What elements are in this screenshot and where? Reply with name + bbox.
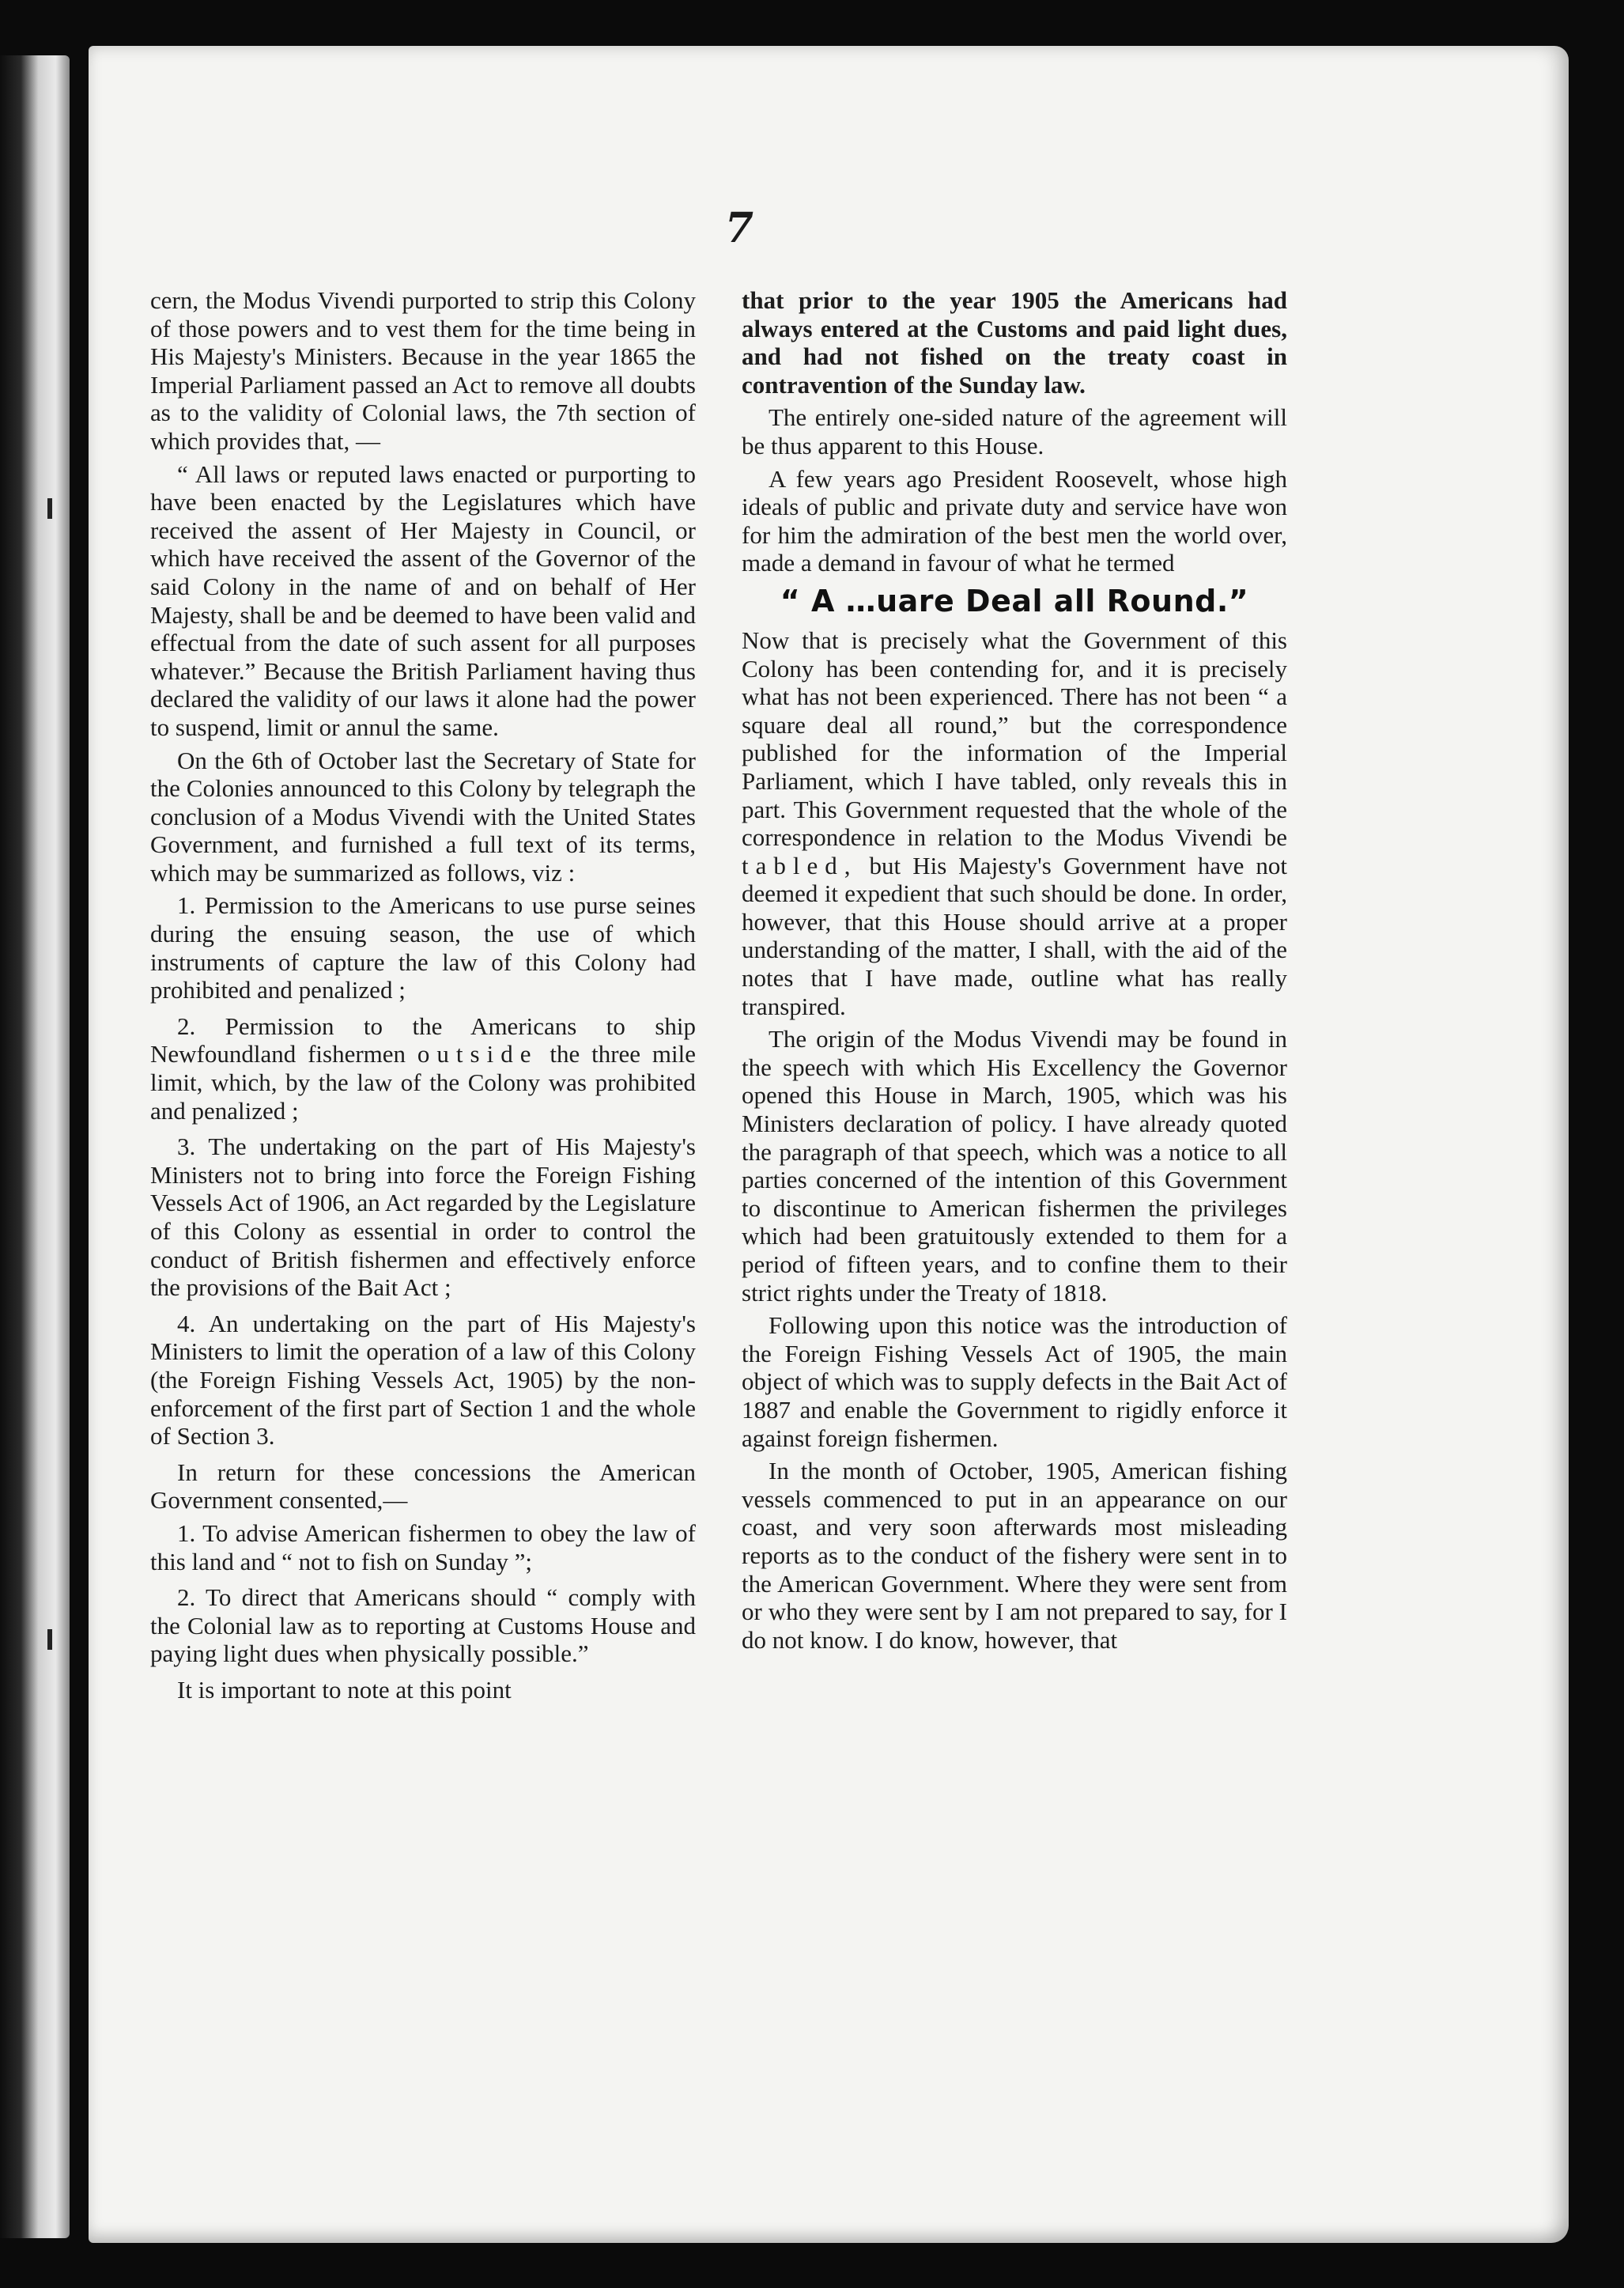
page-number: 7 — [724, 204, 754, 252]
paragraph-text: but His Majesty's Government have not deemed it expedient that such should be done. In order, however, that this House should arrive at a proper understanding of the matter, I shall, with the aid of the notes that I have made, outline what has really transpired. — [742, 851, 1288, 1020]
list-item-text: the three mile limit, which, by the law of the Colony was prohibited and penalized ; — [150, 1040, 697, 1125]
paragraph: On the 6th of October last the Secretary of State for the Colonies announced to this Colony by telegraph the conclusion of a Modus Vivendi with the United States Government, and furnished a full text of its terms, which may be summarized as follows, viz : — [150, 746, 696, 887]
spaced-word: outside — [417, 1040, 538, 1068]
paragraph: Following upon this notice was the introduction of the Foreign Fishing Vessels Act of 1905, the main object of which was to supply defects in the Bait Act of 1887 and enable the Government to rigidly enforce it against foreign fishermen. — [742, 1311, 1287, 1452]
page-edge-mark — [47, 498, 52, 519]
list-item-text: 2. Permission to the Americans to ship Newfoundland fishermen — [150, 1012, 696, 1068]
quoted-act-section: “ All laws or reputed laws enacted or purporting to have been enacted by the Legislatures which have received the assent of Her Majesty in Council, or which have received the assent of the Governor of the said Colony in the name of and on behalf of Her Majesty, shall be and be deemed to have been valid and effectual from the date of such assent for all purposes whatever.” Because the British Parliament having thus declared the validity of our laws it alone had the power to suspend, limit or annul the same. — [150, 459, 696, 741]
paragraph: In the month of October, 1905, American fishing vessels commenced to put in an appearance on our coast, and very soon afterwards most misleading reports as to the conduct of the fishery were sent in to the American Government. Where they were sent from or who they were sent by I am not prepared to say, for I do not know. I do know, however, that — [742, 1457, 1287, 1654]
list-item: 3. The undertaking on the part of His Majesty's Ministers not to bring into force the Foreign Fishing Vessels Act of 1906, an Act regarded by the Legislature of this Colony as essential in order to control the conduct of British fishermen and effectively enforce the provisions of the Bait Act ; — [150, 1133, 696, 1302]
list-item: 1. Permission to the Americans to use purse seines during the ensuing season, the use of which instruments of capture the law of this Colony had prohibited and penalized ; — [150, 891, 696, 1004]
paragraph: A few years ago President Roosevelt, whose high ideals of public and private duty and service have won for him the admiration of the best men the world over, made a demand in favour of what he termed — [742, 464, 1287, 577]
page-edge-mark — [47, 1629, 52, 1650]
list-item: 2. To direct that Americans should “ comply with the Colonial law as to reporting at Customs House and paying light dues when physically possible.” — [150, 1583, 696, 1668]
list-item — [150, 1012, 696, 1125]
paragraph: It is important to note at this point — [177, 1675, 512, 1704]
paragraph — [742, 626, 1287, 1020]
paragraph: The origin of the Modus Vivendi may be found in the speech with which His Excellency the Governor opened this House in March, 1905, which was his Ministers declaration of policy. I have already quoted the paragraph of that speech, which was a notice to all parties concerned of the intention of this Government to discontinue to American fishermen the privileges which had been gratuitously extended to them for a period of fifteen years, and to confine them to their strict rights under the Treaty of 1818. — [742, 1025, 1287, 1307]
adjacent-page-edge — [0, 55, 70, 2238]
spaced-word: tabled, — [742, 851, 858, 879]
paragraph: The entirely one-sided nature of the agreement will be thus apparent to this House. — [742, 403, 1287, 459]
paragraph: In return for these concessions the American Government consented,— — [150, 1458, 696, 1515]
left-column — [150, 286, 696, 1709]
section-heading: “ A …uare Deal all Round.” — [780, 583, 1249, 618]
list-item: 4. An undertaking on the part of His Majesty's Ministers to limit the operation of a law of this Colony (the Foreign Fishing Vessels Act, 1905) by the non-enforcement of the first part of Section 1 and the whole of Section 3. — [150, 1309, 696, 1450]
paragraph-text: Now that is precisely what the Government of this Colony has been contending for, and it is precisely what has not been experienced. There has not been “ a square deal all round,” but the correspondence published for the information of the Imperial Parliament, which I have tabled, only reveals this in part. This Government requested that the whole of the correspondence in relation to the Modus Vivendi be — [742, 626, 1287, 852]
paragraph: that prior to the year 1905 the Americans had always entered at the Customs and paid light dues, and had not fished on the treaty coast in contravention of the Sunday law. — [742, 286, 1287, 399]
right-column — [742, 286, 1287, 1658]
list-item: 1. To advise American fishermen to obey the law of this land and “ not to fish on Sunday ”; — [150, 1518, 696, 1575]
paragraph: cern, the Modus Vivendi purported to strip this Colony of those powers and to vest them for the time being in His Majesty's Ministers. Because in the year 1865 the Imperial Parliament passed an Act to remove all doubts as to the validity of Colonial laws, the 7th section of which provides that, — — [150, 286, 696, 455]
